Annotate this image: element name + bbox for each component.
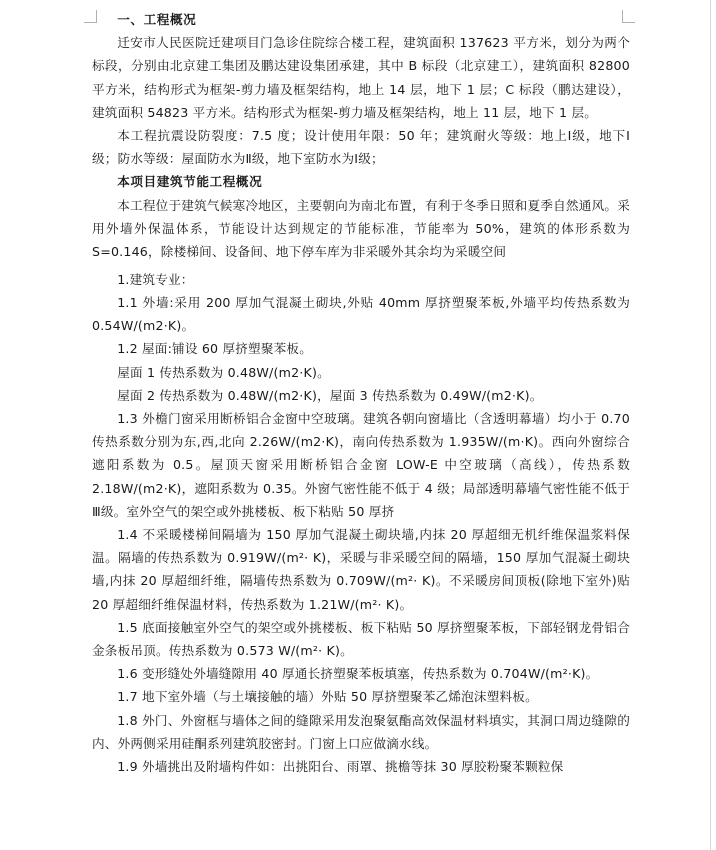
page-edge-rule [710,0,711,850]
paragraph-seismic-design: 本工程抗震设防裂度：7.5 度；设计使用年限：50 年；建筑耐火等级：地上Ⅰ级，地下Ⅰ级；防水等级：屋面防水为Ⅱ级，地下室防水为Ⅰ级； [92,128,630,167]
list-item-exterior-wall: 1.1 外墙:采用 200 厚加气混凝土砌块,外贴 40mm 厚挤塑聚苯板,外墙平均传热系数为 0.54W/(m2·K)。 [92,295,630,334]
section-heading-project-overview: 一、工程概况 [117,12,197,27]
list-item-door-window-gaps: 1.8 外门、外窗框与墙体之间的缝隙采用发泡聚氨酯高效保温材料填实，其洞口周边缝隙的内、外两侧采用硅酮系列建筑胶密封。门窗上口应做滴水线。 [92,712,630,751]
list-item-roof-2-3: 屋面 2 传热系数为 0.48W/(m2·K)，屋面 3 传热系数为 0.49W/(m2·K)。 [117,387,543,403]
section-heading-energy-saving: 本项目建筑节能工程概况 [117,174,263,190]
list-item-overhang-slab: 1.5 底面接触室外空气的架空或外挑楼板、板下粘贴 50 厚挤塑聚苯板，下部轻钢龙骨铝合金条板吊顶。传热系数为 0.573 W/(m²· K)。 [92,619,630,659]
list-item-roof-1: 屋面 1 传热系数为 0.48W/(m2·K)。 [117,364,330,380]
document-body [92,8,630,778]
list-item-roof: 1.2 屋面:铺设 60 厚挤塑聚苯板。 [117,341,313,357]
list-item-expansion-joint: 1.6 变形缝处外墙缝隙用 40 厚通长挤塑聚苯板填塞，传热系数为 0.704W/(m²·K)。 [117,666,599,682]
list-item-windows: 1.3 外檐门窗采用断桥铝合金窗中空玻璃。建筑各朝向窗墙比（含透明幕墙）均小于 0.70 传热系数分别为东,西,北向 2.26W/(m2·K)，南向传热系数为 1.935W/(m·K)。西向外窗综合遮阳系数为 0.5。屋顶天窗采用断桥铝合金窗 LOW-E 中空玻璃（高线），传热系数 2.18W/(m2·K)，遮阳系数为 0.35。外窗气密性能不低于 4 级；局部透明幕墙气密性能不低于Ⅲ级。室外空气的架空或外挑楼板、板下粘贴 50 厚挤 [92,411,630,519]
paragraph-energy-saving-overview: 本工程位于建筑气候寒冷地区，主要朝向为南北布置，有利于冬季日照和夏季自然通风。采用外墙外保温体系，节能设计达到规定的节能标准，节能率为 50%，建筑的体形系数为 S=0.146，除楼梯间、设备间、地下停车库为非采暖外其余均为采暖空间 [92,197,630,260]
list-item-projecting-members: 1.9 外墙挑出及附墙构件如：出挑阳台、雨罩、挑檐等抹 30 厚胶粉聚苯颗粒保 [117,759,564,775]
paragraph-project-overview: 迁安市人民医院迁建项目门急诊住院综合楼工程，建筑面积 137623 平方米，划分为两个标段，分别由北京建工集团及鹏达建设集团承建，其中 B 标段（北京建工），建筑面积 82800 平方米，结构形式为框架-剪力墙及框架结构，地上 14 层，地下 1 层；C 标段（鹏达建设），建筑面积 54823 平方米。结构形式为框架-剪力墙及框架结构，地上 11 层，地下 1 层。 [92,35,630,120]
list-item-basement-wall: 1.7 地下室外墙（与土壤接触的墙）外贴 50 厚挤塑聚苯乙烯泡沫塑料板。 [117,689,538,705]
list-item-architecture: 1.建筑专业： [117,271,194,287]
list-item-stair-partition: 1.4 不采暖楼梯间隔墙为 150 厚加气混凝土砌块墙,内抹 20 厚超细无机纤维保温浆料保温。隔墙的传热系数为 0.919W/(m²· K)，采暖与非采暖空间的隔墙，150 厚加气混凝土砌块墙,内抹 20 厚超细纤维，隔墙传热系数为 0.709W/(m²· K)。不采暖房间顶板(除地下室外)贴 20 厚超细纤维保温材料，传热系数为 1.21W/(m²· K)。 [92,527,630,612]
